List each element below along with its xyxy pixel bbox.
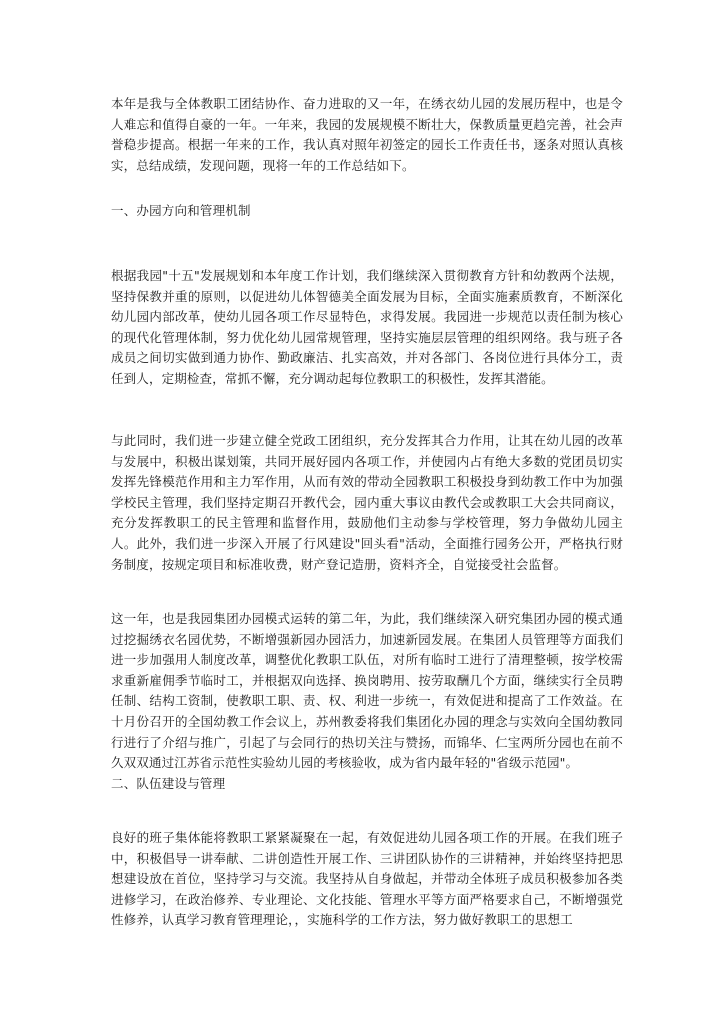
intro-paragraph: 本年是我与全体教职工团结协作、奋力进取的又一年，在绣衣幼儿园的发展历程中，也是令人难忘和值得自豪的一年。一年来，我园的发展规模不断壮大，保教质量更趋完善，社会声誉稳步提高。根据一年来的工作，我认真对照年初签定的园长工作责任书，逐条对照认真核实，总结成绩，发现问题，现将一年的工作总结如下。 [111, 96, 623, 173]
team-building-paragraph: 良好的班子集体能将教职工紧紧凝聚在一起，有效促进幼儿园各项工作的开展。在我们班子中，积极倡导一讲奉献、二讲创造性开展工作、三讲团队协作的三讲精神，并始终坚持把思想建设放在首位，坚持学习与交流。我坚持从自身做起，并带动全体班子成员积极参加各类进修学习，在政治修养、专业理论、文化技能、管理水平等方面严格要求自己，不断增强党性修养，认真学习教育管理理论，，实施科学的工作方法，努力做好教职工的思想工 [111, 830, 623, 928]
section-heading-team: 二、队伍建设与管理 [111, 776, 226, 791]
group-model-paragraph: 这一年，也是我园集团办园模式运转的第二年，为此，我们继续深入研究集团办园的模式通过挖掘绣衣名园优势，不断增强新园办园活力，加速新园发展。在集团人员管理等方面我们进一步加强用人制度改革，调整优化教职工队伍，对所有临时工进行了清理整顿，按学校需求重新雇佣季节临时工，并根据双向选择、换岗聘用、按劳取酬几个方面，继续实行全员聘任制、结构工资制，使教职工职、责、权、利进一步统一，有效促进和提高了工作效益。在十月份召开的全国幼教工作会议上，苏州教委将我们集团化办园的理念与实效向全国幼教同行进行了介绍与推广，引起了与会同行的热切关注与赞扬，而锦华、仁宝两所分园也在前不久双双通过江苏省示范性实验幼儿园的考核验收，成为省内最年轻的"省级示范园"。 [111, 611, 623, 771]
management-paragraph: 根据我园"十五"发展规划和本年度工作计划，我们继续深入贯彻教育方针和幼教两个法规，坚持保教并重的原则，以促进幼儿体智德美全面发展为目标，全面实施素质教育，不断深化幼儿园内部改革，使幼儿园各项工作尽显特色，求得发展。我园进一步规范以责任制为核心的现代化管理体制，努力优化幼儿园常规管理，坚持实施层层管理的组织网络。我与班子各成员之间切实做到通力协作、勤政廉洁、扎实高效，并对各部门、各岗位进行具体分工，责任到人，定期检查，常抓不懈，充分调动起每位教职工的积极性，发挥其潜能。 [111, 268, 623, 386]
section-heading-management: 一、办园方向和管理机制 [111, 203, 251, 218]
democratic-management-paragraph: 与此同时，我们进一步建立健全党政工团组织，充分发挥其合力作用，让其在幼儿园的改革与发展中，积极出谋划策，共同开展好园内各项工作，并使园内占有绝大多数的党团员切实发挥先锋模范作用和主力军作用，从而有效的带动全园教职工积极投身到幼教工作中为加强学校民主管理，我们坚持定期召开教代会，园内重大事议由教代会或教职工大会共同商议，充分发挥教职工的民主管理和监督作用，鼓励他们主动参与学校管理，努力争做幼儿园主人。此外，我们进一步深入开展了行风建设"回头看"活动，全面推行园务公开，严格执行财务制度，按规定项目和标准收费，财产登记造册，资料齐全，自觉接受社会监督。 [111, 433, 623, 572]
